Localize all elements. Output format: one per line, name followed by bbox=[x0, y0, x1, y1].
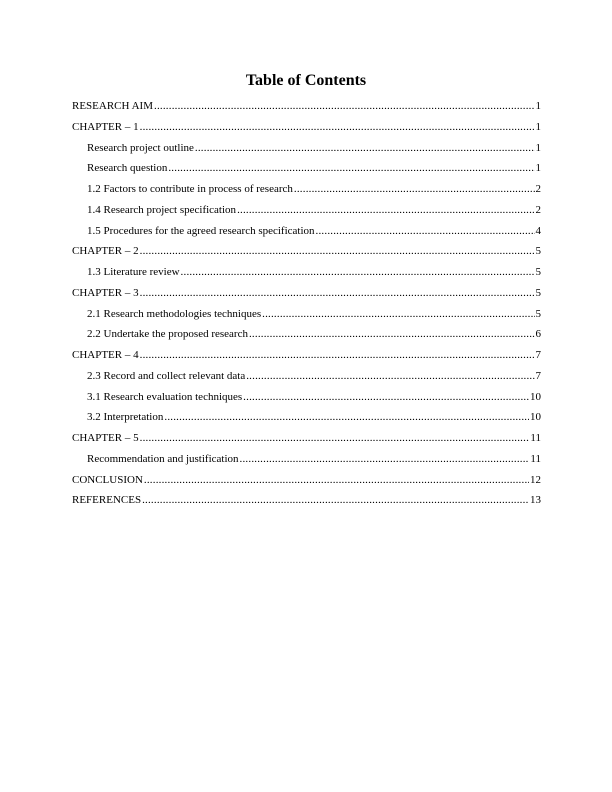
toc-dot-leader bbox=[294, 179, 535, 200]
toc-entry[interactable] bbox=[72, 117, 541, 138]
toc-entry[interactable] bbox=[72, 262, 541, 283]
toc-entry-text: RESEARCH AIM bbox=[72, 100, 153, 112]
toc-dot-leader bbox=[195, 138, 535, 159]
toc-entry-page-number: 11 bbox=[530, 452, 541, 465]
toc-entry-text: CHAPTER – 3 bbox=[72, 286, 139, 299]
toc-entry-page-number: 5 bbox=[535, 266, 541, 278]
toc-dot-leader bbox=[140, 428, 530, 449]
toc-entry[interactable] bbox=[72, 366, 541, 387]
toc-entry-text: 2.3 Record and collect relevant data bbox=[87, 369, 246, 382]
toc-dot-leader bbox=[140, 117, 535, 138]
toc-dot-leader bbox=[237, 200, 534, 221]
toc-entry-text: Research question bbox=[87, 162, 168, 175]
toc-entry-text: CHAPTER – 1 bbox=[72, 120, 139, 133]
toc-entry-page-number: 4 bbox=[535, 224, 541, 237]
toc-dot-leader bbox=[140, 283, 535, 304]
toc-entry-text: CHAPTER – 2 bbox=[72, 245, 139, 258]
toc-dot-leader bbox=[142, 490, 529, 511]
toc-entry[interactable] bbox=[72, 138, 541, 159]
toc-entry-page-number: 10 bbox=[530, 390, 541, 403]
toc-dot-leader bbox=[140, 241, 535, 262]
toc-entry-page-number: 6 bbox=[535, 328, 541, 341]
toc-entry[interactable] bbox=[72, 179, 541, 200]
toc-entry[interactable] bbox=[72, 490, 541, 511]
toc-entry-page-number: 12 bbox=[530, 473, 541, 486]
toc-entry-text: 1.2 Factors to contribute in process of research bbox=[87, 183, 293, 195]
toc-entry[interactable] bbox=[72, 96, 541, 117]
toc-dot-leader bbox=[168, 158, 534, 179]
toc-entry-page-number: 7 bbox=[535, 369, 541, 382]
toc-dot-leader bbox=[181, 262, 535, 283]
toc-entry-text: 2.1 Research methodologies techniques bbox=[87, 307, 262, 320]
toc-entry[interactable] bbox=[72, 158, 541, 179]
toc-dot-leader bbox=[243, 387, 529, 408]
toc-entry-text: 2.2 Undertake the proposed research bbox=[87, 328, 248, 341]
toc-entry-text: Recommendation and justification bbox=[87, 452, 239, 465]
toc-entry[interactable] bbox=[72, 470, 541, 491]
toc-title: Table of Contents bbox=[245, 72, 367, 89]
toc-entry-page-number: 1 bbox=[535, 100, 541, 112]
toc-dot-leader bbox=[164, 407, 529, 428]
toc-entry-text: CHAPTER – 4 bbox=[72, 349, 139, 361]
toc-entry-page-number: 13 bbox=[530, 494, 541, 507]
toc-entry-page-number: 5 bbox=[535, 286, 541, 299]
toc-list bbox=[72, 96, 541, 511]
toc-entry-text: Research project outline bbox=[87, 141, 194, 154]
toc-entry-page-number: 2 bbox=[535, 183, 541, 195]
toc-entry[interactable] bbox=[72, 200, 541, 221]
toc-entry[interactable] bbox=[72, 221, 541, 242]
toc-entry-text: 3.2 Interpretation bbox=[87, 411, 164, 424]
toc-entry-text: 1.4 Research project specification bbox=[87, 203, 237, 216]
toc-entry[interactable] bbox=[72, 387, 541, 408]
toc-entry[interactable] bbox=[72, 345, 541, 366]
toc-entry[interactable] bbox=[72, 407, 541, 428]
toc-entry-page-number: 10 bbox=[530, 411, 541, 424]
toc-entry-page-number: 1 bbox=[535, 120, 541, 133]
toc-entry[interactable] bbox=[72, 428, 541, 449]
toc-entry-page-number: 11 bbox=[530, 432, 541, 444]
toc-entry-text: CHAPTER – 5 bbox=[72, 432, 139, 444]
toc-entry-page-number: 5 bbox=[535, 245, 541, 258]
toc-entry[interactable] bbox=[72, 449, 541, 470]
toc-dot-leader bbox=[144, 470, 529, 491]
toc-dot-leader bbox=[140, 345, 535, 366]
toc-dot-leader bbox=[240, 449, 530, 470]
toc-entry-text: 1.5 Procedures for the agreed research specification bbox=[87, 224, 315, 237]
toc-entry[interactable] bbox=[72, 304, 541, 325]
toc-entry[interactable] bbox=[72, 241, 541, 262]
toc-entry-page-number: 2 bbox=[535, 203, 541, 216]
toc-entry-page-number: 1 bbox=[535, 141, 541, 154]
toc-dot-leader bbox=[246, 366, 534, 387]
toc-entry-text: 3.1 Research evaluation techniques bbox=[87, 390, 243, 403]
toc-entry-text: 1.3 Literature review bbox=[87, 266, 180, 278]
toc-entry-text: CONCLUSION bbox=[72, 473, 143, 486]
toc-entry[interactable] bbox=[72, 283, 541, 304]
toc-dot-leader bbox=[316, 221, 535, 242]
toc-entry-page-number: 5 bbox=[535, 307, 541, 320]
toc-dot-leader bbox=[249, 324, 535, 345]
toc-entry-page-number: 7 bbox=[535, 349, 541, 361]
toc-entry-text: REFERENCES bbox=[72, 494, 142, 507]
toc-entry-page-number: 1 bbox=[535, 162, 541, 175]
toc-dot-leader bbox=[154, 96, 535, 117]
toc-dot-leader bbox=[262, 304, 534, 325]
toc-entry[interactable] bbox=[72, 324, 541, 345]
